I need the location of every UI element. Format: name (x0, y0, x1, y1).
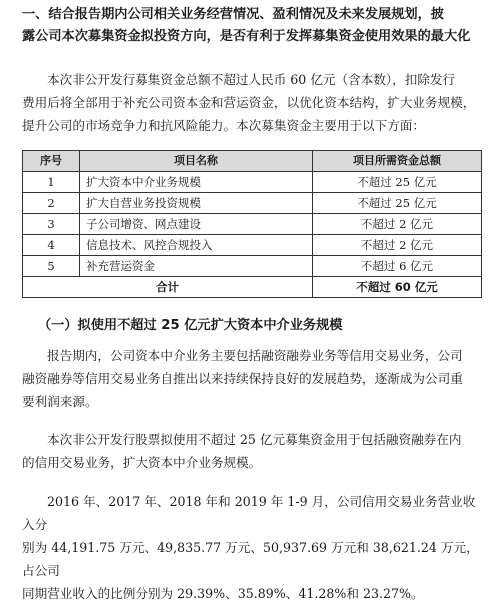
header-project-name: 项目名称 (80, 151, 313, 172)
row-name: 子公司增资、网点建设 (80, 214, 313, 235)
row-name: 补充营运资金 (80, 256, 313, 277)
row-name: 扩大资本中介业务规模 (80, 172, 313, 193)
row-no: 3 (23, 214, 80, 235)
row-no: 2 (23, 193, 80, 214)
para1-line-3: 要利润来源。 (22, 394, 98, 409)
paragraph-3 (22, 490, 482, 605)
para1-line-1: 报告期内，公司资本中介业务主要包括融资融券业务等信用交易业务，公司 (47, 348, 463, 363)
intro-line-3: 提升公司的市场竞争力和抗风险能力。本次募集资金主要用于以下方面： (22, 118, 425, 133)
table-row (23, 256, 482, 277)
table-header-row (23, 151, 482, 172)
total-amount: 不超过 60 亿元 (313, 277, 482, 298)
para3-line-3: 同期营业收入的比例分别为 29.39%、35.89%、41.28%和 23.27%。 (22, 586, 424, 601)
row-amount: 不超过 2 亿元 (313, 214, 482, 235)
intro-line-2: 费用后将全部用于补充公司资本金和营运资金，以优化资本结构，扩大业务规模， (22, 95, 476, 110)
row-name: 信息技术、风控合规投入 (80, 235, 313, 256)
paragraph-2 (22, 428, 482, 474)
table-row (23, 193, 482, 214)
section-heading-line-2: 露公司本次募集资金拟投资方向，是否有利于发挥募集资金使用效果的最大化 (22, 29, 471, 44)
row-no: 5 (23, 256, 80, 277)
fund-allocation-table (22, 150, 482, 298)
intro-paragraph (22, 68, 482, 137)
subheading: （一）拟使用不超过 25 亿元扩大资本中介业务规模 (38, 318, 343, 333)
section-heading-line-1: 一、结合报告期内公司相关业务经营情况、盈利情况及未来发展规划，披 (22, 7, 444, 22)
header-amount: 项目所需资金总额 (313, 151, 482, 172)
row-name: 扩大自营业务投资规模 (80, 193, 313, 214)
header-no: 序号 (23, 151, 80, 172)
row-no: 4 (23, 235, 80, 256)
table-total-row (23, 277, 482, 298)
para1-line-2: 融资融券等信用交易业务自推出以来持续保持良好的发展趋势，逐渐成为公司重 (22, 371, 463, 386)
para2-line-2: 的信用交易业务，扩大资本中介业务规模。 (22, 455, 262, 470)
section-heading (22, 4, 482, 48)
table-row (23, 235, 482, 256)
para2-line-1: 本次非公开发行股票拟使用不超过 25 亿元募集资金用于包括融资融券在内 (47, 432, 462, 447)
row-amount: 不超过 6 亿元 (313, 256, 482, 277)
total-label: 合计 (23, 277, 313, 298)
intro-line-1: 本次非公开发行募集资金总额不超过人民币 60 亿元（含本数），扣除发行 (47, 72, 456, 87)
row-amount: 不超过 25 亿元 (313, 193, 482, 214)
row-amount: 不超过 25 亿元 (313, 172, 482, 193)
para3-line-2: 别为 44,191.75 万元、49,835.77 万元、50,937.69 万元和 38,621.24 万元，占公司 (22, 540, 479, 578)
row-amount: 不超过 2 亿元 (313, 235, 482, 256)
table-row (23, 214, 482, 235)
table-row (23, 172, 482, 193)
row-no: 1 (23, 172, 80, 193)
paragraph-1 (22, 344, 482, 413)
para3-line-1: 2016 年、2017 年、2018 年和 2019 年 1-9 月，公司信用交易业务营业收入分 (22, 494, 476, 532)
